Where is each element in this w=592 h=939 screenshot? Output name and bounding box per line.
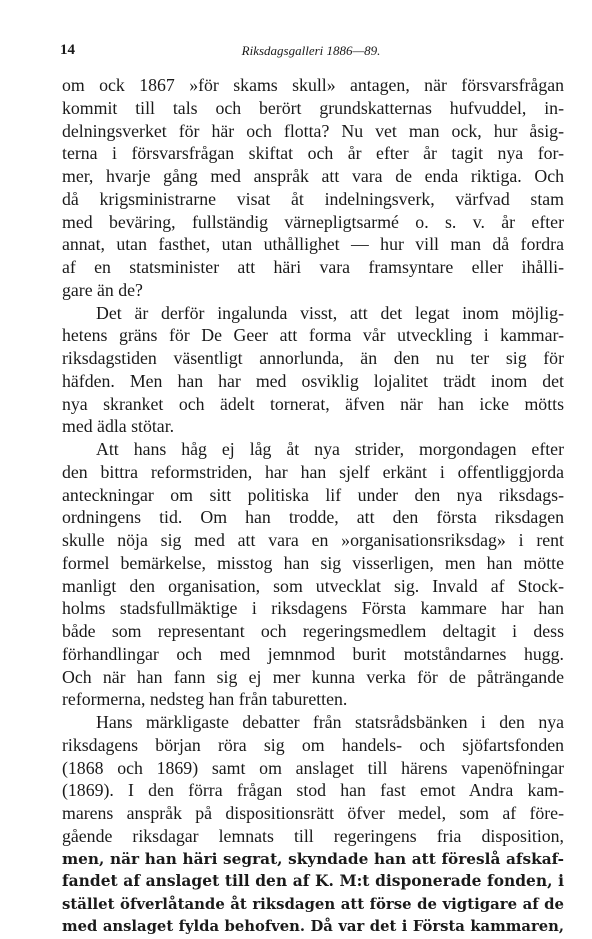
text-line: då krigsministrarne visat åt indelningsverk, värfvad stam [62,188,564,209]
text-line: delningsverket för här och flotta? Nu vet man ock, hur åsig- [62,120,564,141]
text-line: men, när han häri segrat, skyndade han att föreslå afskaf- [62,849,564,868]
text-line: Att hans håg ej låg åt nya strider, morgondagen efter [96,439,564,459]
running-title: Riksdagsgalleri 1886—89. [241,43,381,58]
text-line: med anslaget fylda behofven. Då var det i Första kammaren, [62,917,564,935]
text-line: hetens gräns för De Geer att forma vår utveckling i kammar- [62,325,564,346]
text-line: Och när han fann sig ej mer kunna verka för de påträngande [62,666,564,687]
page-number: 14 [60,42,75,58]
text-line: med beväring, fullständig värnepligtsarmé o. s. v. år efter [62,211,564,232]
text-line: nya skranket och ädelt tornerat, äfven när han icke mötts [62,393,564,414]
text-line: med ädla stötar. [62,416,175,437]
text-line: stället öfverlåtande åt riksdagen att förse de vigtigare af de [62,895,564,913]
text-line: manligt den organisation, som utvecklat sig. Invald af Stock- [62,575,564,596]
text-line: af en statsminister att häri vara framsyntare eller ihålli- [62,257,564,277]
text-line: (1869). I den förra frågan stod han fast emot Andra kam- [62,780,564,801]
text-line: reformerna, nedsteg han från taburetten. [62,689,348,710]
text-line: ordningens tid. Om han trodde, att den första riksdagen [62,507,564,528]
text-line: fandet af anslaget till den af K. M:t disponerade fonden, i [62,871,564,891]
text-line: förhandlingar och med jemnmod burit motståndarnes hugg. [62,643,564,664]
text-line: Hans märkligaste debatter från statsrådsbänken i den nya [96,712,564,732]
text-line: mer, hvarje gång med anspråk att vara de enda riktiga. Och [62,166,564,186]
text-line: gående riksdagar lemnats till regeringens fria disposition, [62,825,564,846]
text-line: marens anspråk på dispositionsrätt öfver medel, som af före- [62,803,564,823]
text-line: skulle nöja sig med att vara en »organisationsriksdag» i rent [62,530,564,550]
text-line: gare än de? [62,279,143,300]
text-line: riksdagens början röra sig om handels- och sjöfartsfonden [62,734,564,755]
text-line: riksdagstiden väsentligt annorlunda, än den nu ter sig för [62,348,564,368]
text-line: terna i försvarsfrågan skiftat och år efter år tagit nya for- [62,143,564,164]
text-line: om ock 1867 »för skams skull» antagen, när försvarsfrågan [62,75,564,95]
text-line: formel bemärkelse, misstog han sig visserligen, men han mötte [62,552,564,573]
text-line: kommit till tals och berört grundskatternas hufvuddel, in- [62,97,564,118]
text-line: annat, utan fasthet, utan uthållighet — hur vill man då fordra [62,234,564,255]
body-text [62,74,564,939]
text-line: Det är derför ingalunda visst, att det legat inom möjlig- [96,302,564,323]
page-header [60,42,562,62]
text-line: både som representant och regeringsmedlem deltagit i dess [62,621,564,641]
text-line: anteckningar om sitt politiska lif under den nya riksdags- [62,484,564,505]
text-line: (1868 och 1869) samt om anslaget till härens vapenöfningar [62,757,564,778]
text-line: häfden. Men han har med osviklig lojalitet trädt inom det [62,370,564,391]
text-line: holms stadsfullmäktige i riksdagens Första kammare har han [62,598,564,619]
text-line: den bittra reformstriden, har han sjelf erkänt i offentliggjorda [62,461,564,482]
